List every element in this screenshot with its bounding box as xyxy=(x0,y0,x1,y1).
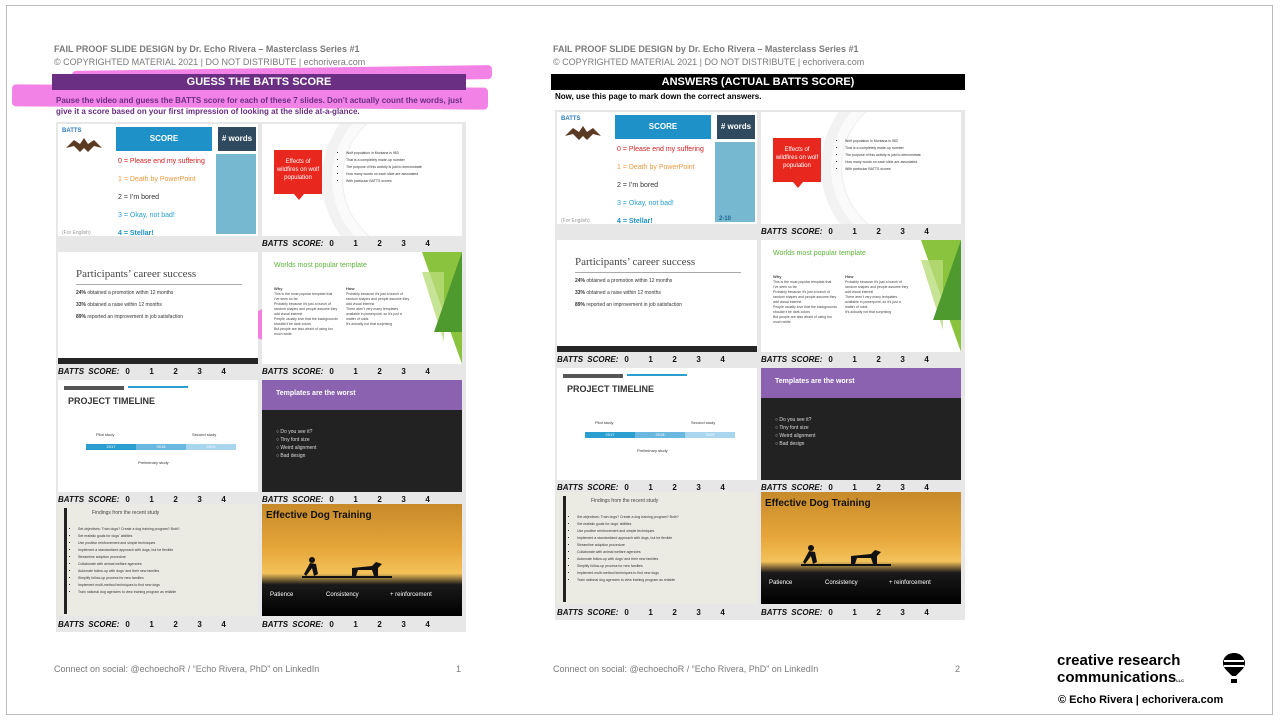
page-number: 2 xyxy=(955,664,961,674)
year-segment: 2019 xyxy=(186,444,236,450)
page-banner: ANSWERS (ACTUAL BATTS SCORE) xyxy=(551,74,965,90)
score-option: 0 xyxy=(125,620,130,629)
slide-grid xyxy=(56,122,466,632)
stat-text: obtained a raise within 12 months xyxy=(585,290,661,296)
list-item: ○ Weird alignment xyxy=(775,433,816,439)
score-option: 0 xyxy=(125,495,130,504)
score-option: 4 xyxy=(720,355,725,364)
score-option: 3 xyxy=(401,495,406,504)
list-item: ○ Do you see it? xyxy=(276,429,313,435)
score-option: 2 xyxy=(672,483,677,492)
score-option: 4 xyxy=(425,239,430,248)
dog-word: + reinforcement xyxy=(889,580,931,586)
score-label: BATTS SCORE: xyxy=(761,608,823,617)
list-item: ▪ Automate follow-up with dogs' and their new families xyxy=(577,556,679,563)
list-item: ▪ Wolf population in Montana is 983 xyxy=(346,150,422,157)
score-option: 4 xyxy=(924,355,929,364)
score-option: 2 xyxy=(876,227,881,236)
why-column xyxy=(773,274,837,325)
stat-text: obtained a raise within 12 months xyxy=(86,302,162,308)
worksheet-page-1 xyxy=(52,40,472,680)
divider xyxy=(575,272,741,273)
item-list xyxy=(276,428,316,460)
slide-template xyxy=(262,252,462,364)
score-option: 0 xyxy=(329,367,334,376)
list-item: ▪ Train national dog agencies to view training program as reliable xyxy=(577,577,679,584)
score-option: 1 xyxy=(149,620,154,629)
batts-score-row xyxy=(761,608,948,617)
score-option: 2 xyxy=(377,620,382,629)
score-label: BATTS SCORE: xyxy=(262,367,324,376)
score-option: 4 xyxy=(425,367,430,376)
list-item: ▪ Set objectives: Train dogs? Create a dog training program? Both? xyxy=(577,514,679,521)
stat-line xyxy=(76,302,162,308)
score-option: 3 xyxy=(197,367,202,376)
year-segment: 2018 xyxy=(635,432,685,438)
list-item: ○ Tiny font size xyxy=(276,437,310,443)
list-item: It’s actually not that surprising xyxy=(346,322,393,326)
score-label: BATTS SCORE: xyxy=(58,620,120,629)
column-head: Why xyxy=(274,286,283,291)
list-item: Probably because it’s just a bunch of random shapes and people assume they add visual interest xyxy=(274,302,338,316)
list-item: There aren’t very many templates available in powerpoint, so it’s just a matter of odds xyxy=(346,307,402,321)
timeline-label: Second study xyxy=(192,432,217,437)
bullet-list xyxy=(346,150,422,185)
stat-percent: 89% xyxy=(575,302,586,308)
score-label: BATTS SCORE: xyxy=(557,608,619,617)
score-label: BATTS SCORE: xyxy=(262,620,324,629)
list-item: ▪ That is a completely made-up number xyxy=(845,145,921,152)
list-item: ○ Bad design xyxy=(775,441,805,447)
list-item: ▪ Use positive reinforcement and simple techniques xyxy=(78,540,180,547)
list-item: ▪ Streamline adoption procedure xyxy=(577,542,679,549)
for-english-note: (For English) xyxy=(62,230,91,236)
stat-line xyxy=(76,314,183,320)
score-option: 3 xyxy=(696,608,701,617)
logo-line-2: communicationsLLC xyxy=(1057,669,1184,686)
dog-word: Patience xyxy=(769,580,793,586)
timeline-label: Pilot study xyxy=(96,432,115,437)
score-label: BATTS SCORE: xyxy=(262,495,324,504)
list-item: People usually love that the backgrounds shouldn’t be dark colors xyxy=(274,317,338,326)
score-option: 1 xyxy=(648,608,653,617)
column-head: How xyxy=(845,274,854,279)
score-label: BATTS SCORE: xyxy=(761,355,823,364)
score-option: 4 xyxy=(924,483,929,492)
score-option: 3 xyxy=(900,355,905,364)
stat-percent: 33% xyxy=(575,290,586,296)
batts-score-row xyxy=(58,620,245,629)
key-level-3: 3 = Okay, not bad! xyxy=(118,212,175,219)
list-item: ▪ Set objectives: Train dogs? Create a dog training program? Both? xyxy=(78,526,180,533)
footer-bar xyxy=(58,358,258,364)
slide-title: Participants’ career success xyxy=(76,268,197,280)
score-option: 2 xyxy=(377,367,382,376)
list-item: ▪ Set realistic goals for dogs' abilities xyxy=(78,533,180,540)
column-head: How xyxy=(346,286,355,291)
list-item: There aren’t very many templates available in powerpoint, so it’s just a matter of odds xyxy=(845,295,901,309)
how-column xyxy=(845,274,909,315)
score-option: 3 xyxy=(696,355,701,364)
score-option: 1 xyxy=(353,367,358,376)
batts-score-row xyxy=(557,483,744,492)
score-option: 0 xyxy=(624,355,629,364)
dog-word: Patience xyxy=(270,592,294,598)
slide-title: PROJECT TIMELINE xyxy=(68,396,156,406)
dog-word: + reinforcement xyxy=(390,592,432,598)
score-option: 3 xyxy=(197,495,202,504)
slide-title: Participants’ career success xyxy=(575,256,696,268)
slide-findings xyxy=(557,492,757,604)
slide-title: Worlds most popular template xyxy=(274,262,367,269)
stat-percent: 89% xyxy=(76,314,87,320)
list-item: ▪ Collaborate with animal welfare agencies xyxy=(78,561,180,568)
score-option: 0 xyxy=(828,608,833,617)
slide-wildfire xyxy=(761,112,961,224)
list-item: ▪ Use positive reinforcement and simple techniques xyxy=(577,528,679,535)
score-option: 3 xyxy=(900,483,905,492)
score-option: 1 xyxy=(648,355,653,364)
footer-social: Connect on social: @echoechoR / “Echo Rivera, PhD” on LinkedIn xyxy=(54,664,320,674)
slide-title: Effective Dog Training xyxy=(266,510,372,521)
score-option: 3 xyxy=(900,227,905,236)
header-title: FAIL PROOF SLIDE DESIGN by Dr. Echo Rivera – Masterclass Series #1 xyxy=(54,44,360,54)
top-lines xyxy=(64,386,252,388)
timeline-label: Pilot study xyxy=(595,420,614,425)
slide-title: Worlds most popular template xyxy=(773,250,866,257)
dog-word: Consistency xyxy=(825,580,858,586)
column-head: Why xyxy=(773,274,782,279)
timeline-label: Preliminary study xyxy=(138,460,169,465)
score-option: 2 xyxy=(173,495,178,504)
score-option: 4 xyxy=(221,620,226,629)
brand-copyright: © Echo Rivera | echorivera.com xyxy=(1058,694,1224,706)
findings-list xyxy=(577,514,679,584)
callout-box: Effects of wildfires on wolf population xyxy=(274,150,322,194)
findings-list xyxy=(78,526,180,596)
score-option: 4 xyxy=(924,227,929,236)
list-item: ▪ How many words on each slide are associated xyxy=(845,159,921,166)
accent-bar xyxy=(64,508,67,614)
dog-silhouette-icon xyxy=(801,542,891,566)
list-item: ▪ Streamline adoption procedure xyxy=(78,554,180,561)
batts-label: BATTS xyxy=(62,128,82,134)
list-item: ▪ Implement multi-method techniques to find new dogs xyxy=(78,582,180,589)
page-number: 1 xyxy=(456,664,462,674)
score-option: 1 xyxy=(852,227,857,236)
score-option: 1 xyxy=(852,483,857,492)
hot-air-balloon-icon xyxy=(1222,652,1246,684)
slide-title: Templates are the worst xyxy=(761,368,961,398)
list-item: ▪ Automate follow-up with dogs' and their new families xyxy=(78,568,180,575)
list-item: Probably because it’s just a bunch of random shapes and people assume they add visual interest xyxy=(346,292,410,306)
batts-key-slide xyxy=(557,112,757,224)
batts-label: BATTS xyxy=(561,116,581,122)
slide-timeline xyxy=(557,368,757,480)
slide-title: Findings from the recent study xyxy=(591,498,659,504)
batts-score-row xyxy=(761,355,948,364)
score-option: 0 xyxy=(329,495,334,504)
how-column xyxy=(346,286,410,327)
slide-dog-training xyxy=(262,504,462,616)
dog-silhouette-icon xyxy=(302,554,392,578)
key-level-4: 4 = Stellar! xyxy=(118,230,154,236)
timeline-label: Second study xyxy=(691,420,716,425)
score-option: 4 xyxy=(221,367,226,376)
batts-key-slide xyxy=(58,124,258,236)
batts-score-row xyxy=(262,367,449,376)
slide-career xyxy=(58,252,258,364)
list-item: ▪ Simplify follow-up process for new families xyxy=(577,563,679,570)
instructions: Pause the video and guess the BATTS score for each of these 7 slides. Don’t actually count the words, just give it a score based on your first impression of looking at the slide at-a-glance. xyxy=(56,96,463,116)
divider xyxy=(76,284,242,285)
score-option: 3 xyxy=(401,239,406,248)
header-title: FAIL PROOF SLIDE DESIGN by Dr. Echo Rivera – Masterclass Series #1 xyxy=(553,44,859,54)
slide-wildfire xyxy=(262,124,462,236)
for-english-note: (For English) xyxy=(561,218,590,224)
score-option: 3 xyxy=(696,483,701,492)
score-option: 2 xyxy=(672,608,677,617)
slide-worst xyxy=(262,380,462,492)
item-list xyxy=(775,416,815,448)
score-option: 3 xyxy=(197,620,202,629)
green-shape xyxy=(434,252,462,332)
list-item: This is the most popular template that I’ve seen so far xyxy=(773,280,832,289)
score-option: 4 xyxy=(221,495,226,504)
list-item: ▪ Implement a standardized approach with dogs, but be flexible xyxy=(78,547,180,554)
slide-career xyxy=(557,240,757,352)
score-option: 0 xyxy=(125,367,130,376)
stat-percent: 24% xyxy=(76,290,87,296)
slide-template xyxy=(761,240,961,352)
key-level-2: 2 = I’m bored xyxy=(617,182,659,189)
list-item: ▪ Implement multi-method techniques to find new dogs xyxy=(577,570,679,577)
slide-title: Findings from the recent study xyxy=(92,510,160,516)
score-option: 2 xyxy=(876,355,881,364)
list-item: ▪ Set realistic goals for dogs' abilities xyxy=(577,521,679,528)
slide-dog-training xyxy=(761,492,961,604)
list-item: ○ Do you see it? xyxy=(775,417,812,423)
score-option: 0 xyxy=(828,483,833,492)
brand-logo xyxy=(1057,652,1184,689)
score-option: 2 xyxy=(377,495,382,504)
year-segment: 2017 xyxy=(585,432,635,438)
score-option: 2 xyxy=(173,367,178,376)
stat-text: reported an improvement in job satisfaction xyxy=(585,302,683,308)
list-item: ▪ Wolf population in Montana is 983 xyxy=(845,138,921,145)
list-item: This is the most popular template that I’ve seen so far xyxy=(274,292,333,301)
score-option: 1 xyxy=(648,483,653,492)
stat-line xyxy=(575,302,682,308)
batts-score-row xyxy=(262,620,449,629)
words-bar xyxy=(216,154,256,234)
score-label: BATTS SCORE: xyxy=(58,367,120,376)
list-item: ▪ Simplify follow-up process for new families xyxy=(78,575,180,582)
batts-score-row xyxy=(761,483,948,492)
batts-score-row xyxy=(58,495,245,504)
score-option: 1 xyxy=(353,495,358,504)
why-column xyxy=(274,286,338,337)
list-item: ▪ That is a completely made-up number xyxy=(346,157,422,164)
score-label: BATTS SCORE: xyxy=(761,483,823,492)
year-segment: 2017 xyxy=(86,444,136,450)
score-label: BATTS SCORE: xyxy=(262,239,324,248)
key-level-0: 0 = Please end my suffering xyxy=(617,146,704,153)
stat-text: obtained a promotion within 12 months xyxy=(585,278,673,284)
score-option: 1 xyxy=(149,495,154,504)
list-item: ▪ Implement a standardized approach with dogs, but be flexible xyxy=(577,535,679,542)
slide-findings xyxy=(58,504,258,616)
list-item: ○ Weird alignment xyxy=(276,445,317,451)
key-level-1: 1 = Death by PowerPoint xyxy=(118,176,196,183)
score-option: 0 xyxy=(329,239,334,248)
list-item: ▪ How many words on each slide are associated xyxy=(346,171,422,178)
list-item: It’s actually not that surprising xyxy=(845,310,892,314)
batts-score-row xyxy=(262,495,449,504)
footer-social: Connect on social: @echoechoR / “Echo Rivera, PhD” on LinkedIn xyxy=(553,664,819,674)
score-label: BATTS SCORE: xyxy=(58,495,120,504)
batts-score-row xyxy=(262,239,449,248)
stat-percent: 24% xyxy=(575,278,586,284)
green-shape xyxy=(933,240,961,320)
score-option: 4 xyxy=(425,620,430,629)
bat-icon xyxy=(64,134,104,156)
timeline-label: Preliminary study xyxy=(637,448,668,453)
key-level-1: 1 = Death by PowerPoint xyxy=(617,164,695,171)
bullet-list xyxy=(845,138,921,173)
list-item: ○ Tiny font size xyxy=(775,425,809,431)
list-item: Probably because it’s just a bunch of random shapes and people assume they add visual interest xyxy=(845,280,909,294)
list-item: But people are also afraid of using too much white xyxy=(274,327,333,336)
list-item: ▪ The purpose of this activity is just to demonstrate xyxy=(845,152,921,159)
score-option: 4 xyxy=(924,608,929,617)
list-item: ▪ With particular BATTS scores xyxy=(346,178,422,185)
score-option: 0 xyxy=(828,227,833,236)
score-option: 1 xyxy=(149,367,154,376)
list-item: ▪ The purpose of this activity is just to demonstrate xyxy=(346,164,422,171)
key-level-2: 2 = I’m bored xyxy=(118,194,160,201)
logo-line-1: creative research xyxy=(1057,652,1181,669)
score-option: 1 xyxy=(353,239,358,248)
batts-score-row xyxy=(557,355,744,364)
score-label: BATTS SCORE: xyxy=(557,355,619,364)
score-label: BATTS SCORE: xyxy=(761,227,823,236)
words-range: 2-10 xyxy=(719,216,732,222)
worksheet-page-2 xyxy=(551,40,971,680)
words-bar xyxy=(715,142,755,222)
score-header: SCORE xyxy=(615,115,711,139)
score-label: BATTS SCORE: xyxy=(557,483,619,492)
header-copyright: © COPYRIGHTED MATERIAL 2021 | DO NOT DISTRIBUTE | echorivera.com xyxy=(54,57,366,67)
score-option: 4 xyxy=(720,608,725,617)
top-lines xyxy=(563,374,751,376)
score-option: 2 xyxy=(173,620,178,629)
timeline-bar xyxy=(585,432,735,438)
bat-icon xyxy=(563,122,603,144)
score-header: SCORE xyxy=(116,127,212,151)
score-option: 0 xyxy=(624,608,629,617)
score-option: 1 xyxy=(852,608,857,617)
score-option: 2 xyxy=(377,239,382,248)
list-item: ▪ With particular BATTS scores xyxy=(845,166,921,173)
score-option: 3 xyxy=(401,620,406,629)
accent-bar xyxy=(563,496,566,602)
slide-title: PROJECT TIMELINE xyxy=(567,384,655,394)
score-option: 4 xyxy=(720,483,725,492)
slide-title: Templates are the worst xyxy=(262,380,462,410)
score-option: 1 xyxy=(852,355,857,364)
batts-score-row xyxy=(557,608,744,617)
instructions: Now, use this page to mark down the correct answers. xyxy=(555,92,762,101)
batts-score-row xyxy=(58,367,245,376)
year-segment: 2019 xyxy=(685,432,735,438)
words-header: # words xyxy=(717,115,755,139)
score-option: 4 xyxy=(425,495,430,504)
score-option: 0 xyxy=(329,620,334,629)
batts-score-row xyxy=(761,227,948,236)
slide-grid xyxy=(555,110,965,620)
score-option: 3 xyxy=(401,367,406,376)
callout-box: Effects of wildfires on wolf population xyxy=(773,138,821,182)
list-item: People usually love that the backgrounds shouldn’t be dark colors xyxy=(773,305,837,314)
stat-line xyxy=(575,278,672,284)
score-option: 2 xyxy=(876,483,881,492)
score-option: 0 xyxy=(624,483,629,492)
year-segment: 2018 xyxy=(136,444,186,450)
list-item: ○ Bad design xyxy=(276,453,306,459)
stat-percent: 33% xyxy=(76,302,87,308)
slide-worst xyxy=(761,368,961,480)
slide-timeline xyxy=(58,380,258,492)
key-level-4: 4 = Stellar! xyxy=(617,218,653,224)
footer-bar xyxy=(557,346,757,352)
stat-text: reported an improvement in job satisfaction xyxy=(86,314,184,320)
page-banner: GUESS THE BATTS SCORE xyxy=(52,74,466,90)
timeline-bar xyxy=(86,444,236,450)
score-option: 1 xyxy=(353,620,358,629)
stat-line xyxy=(76,290,173,296)
list-item: Probably because it’s just a bunch of random shapes and people assume they add visual interest xyxy=(773,290,837,304)
header-copyright: © COPYRIGHTED MATERIAL 2021 | DO NOT DISTRIBUTE | echorivera.com xyxy=(553,57,865,67)
key-level-3: 3 = Okay, not bad! xyxy=(617,200,674,207)
words-header: # words xyxy=(218,127,256,151)
list-item: ▪ Train national dog agencies to view training program as reliable xyxy=(78,589,180,596)
dog-word: Consistency xyxy=(326,592,359,598)
score-option: 2 xyxy=(672,355,677,364)
list-item: But people are also afraid of using too much white xyxy=(773,315,832,324)
stat-text: obtained a promotion within 12 months xyxy=(86,290,174,296)
stat-line xyxy=(575,290,661,296)
score-option: 2 xyxy=(876,608,881,617)
list-item: ▪ Collaborate with animal welfare agencies xyxy=(577,549,679,556)
key-level-0: 0 = Please end my suffering xyxy=(118,158,205,165)
score-option: 3 xyxy=(900,608,905,617)
slide-title: Effective Dog Training xyxy=(765,498,871,509)
score-option: 0 xyxy=(828,355,833,364)
